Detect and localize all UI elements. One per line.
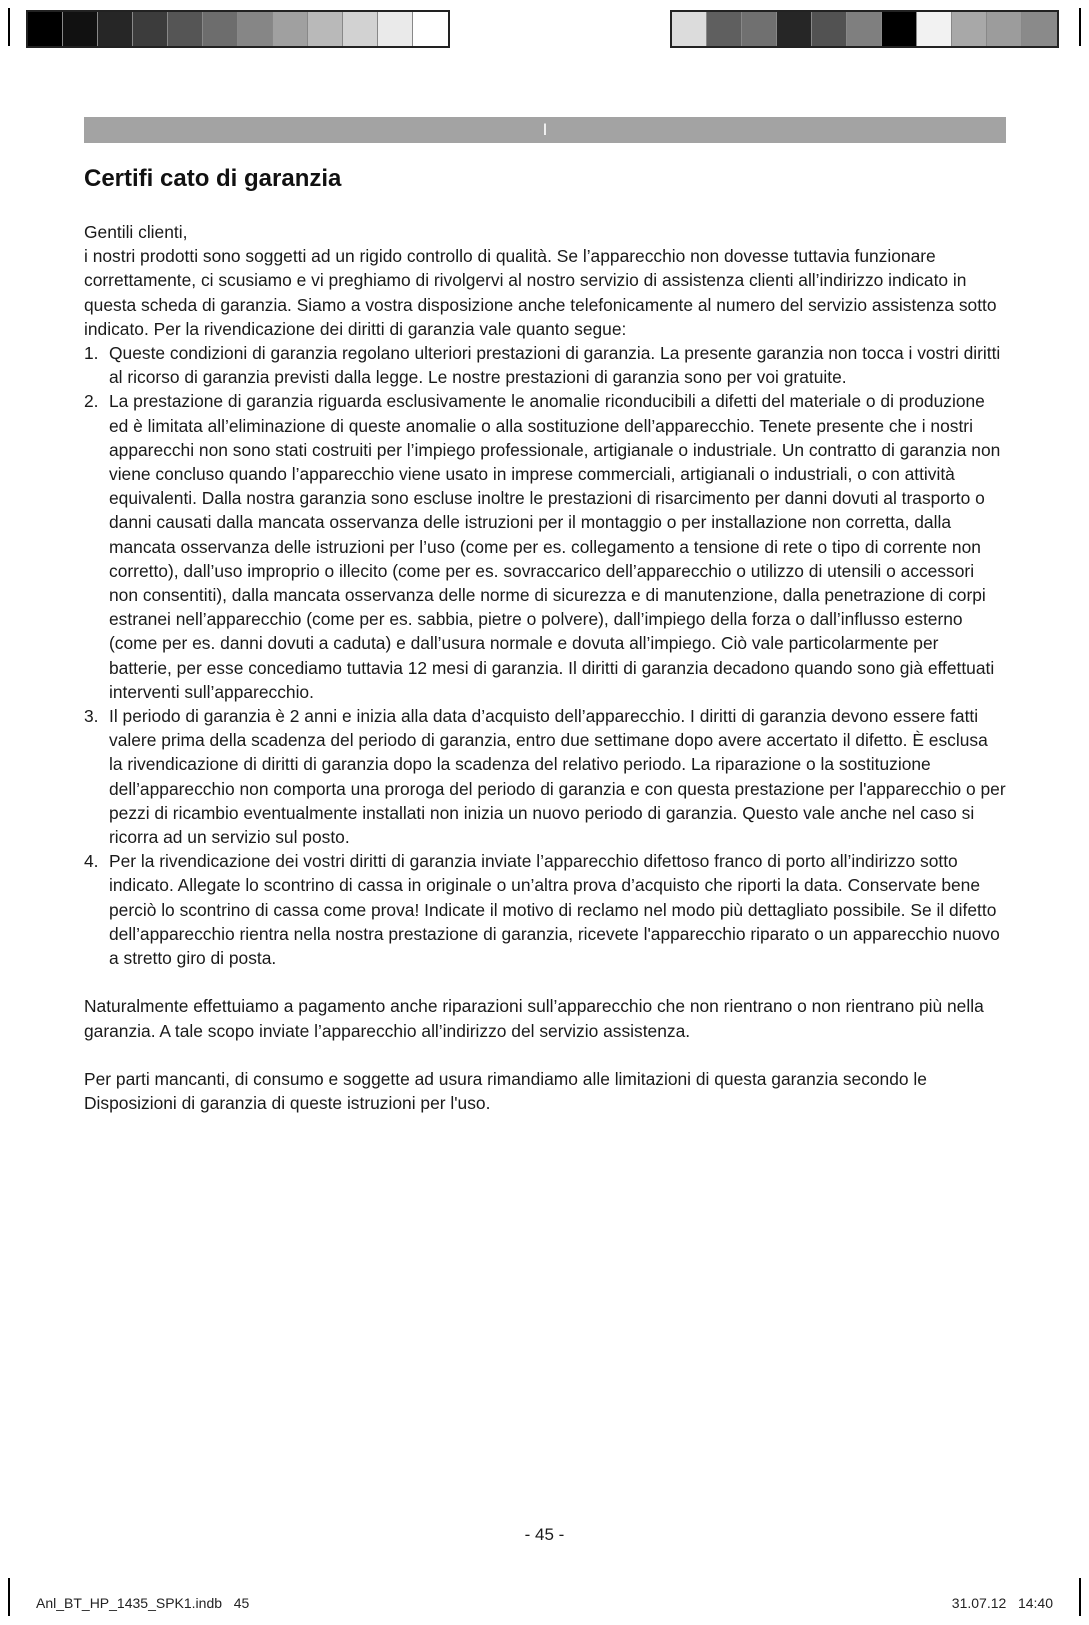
color-swatch <box>378 12 413 46</box>
color-swatch <box>133 12 168 46</box>
list-item: 1. Queste condizioni di garanzia regolano ulteriori prestazioni di garanzia. La presente garanzia non tocca i vostri diritti al ricorso di garanzia previsti dalla legge. Le nostre prestazioni di garanzia sono per voi gratuite. <box>84 343 1001 388</box>
language-section-bar <box>84 117 1006 143</box>
crop-mark-bottom-right <box>1079 1578 1081 1616</box>
color-swatch <box>847 12 882 46</box>
color-swatch <box>952 12 987 46</box>
crop-mark-top-left <box>8 8 10 46</box>
color-swatch <box>742 12 777 46</box>
parts-paragraph: Per parti mancanti, di consumo e soggette ad usura rimandiamo alle limitazioni di questa garanzia secondo le Disposizioni di garanzia di queste istruzioni per l'uso. <box>84 1068 927 1113</box>
color-swatch <box>168 12 203 46</box>
list-item: 2. La prestazione di garanzia riguarda esclusivamente le anomalie riconducibili a difetti del materiale o di produzione ed è limitata all’eliminazione di queste anomalie o alla sostituzione dell’apparecchio. Tenete presente che i nostri apparecchi non sono stati costruiti per l’impiego professionale, artigianale o industriale. Un contratto di garanzia non viene concluso quando l’apparecchio viene usato in imprese commerciali, artigianali o industriali, o con attività equivalenti. Dalla nostra garanzia sono escluse inoltre le prestazioni di risarcimento per danni dovuti al trasporto o danni causati dalla mancata osservanza delle istruzioni per il montaggio o per installazione non corretta, dalla mancata osservanza delle istruzioni per l’uso (come per es. collegamento a tensione di rete o tipo di corrente non corretto), dall’uso improprio o illecito (come per es. sovraccarico dell’apparecchio o utilizzo di utensili o accessori non consentiti), dalla mancata osservanza delle norme di sicurezza e di manutenzione, dalla penetrazione di corpi estranei nell’apparecchio (come per es. sabbia, pietre o polvere), dall’impiego della forza o dall’influsso esterno (come per es. danni dovuti a caduta) e dall’usura normale e dovuta all’impiego. Ciò vale particolarmente per batterie, per esse concediamo tuttavia 12 mesi di garanzia. Il diritti di garanzia decadono quando sono già effettuati interventi sull’apparecchio. <box>84 391 1001 702</box>
color-swatch <box>203 12 238 46</box>
color-swatch <box>882 12 917 46</box>
footer-datetime: 31.07.12 14:40 <box>951 1595 1053 1611</box>
footer-file-name: Anl_BT_HP_1435_SPK1.indb 45 <box>36 1595 250 1611</box>
repairs-paragraph: Naturalmente effettuiamo a pagamento anche riparazioni sull’apparecchio che non rientrano o non rientrano più nella garanzia. A tale scopo inviate l’apparecchio all’indirizzo del servizio assistenza. <box>84 996 984 1041</box>
conditions-list <box>84 341 1006 970</box>
language-marker: I <box>542 120 548 139</box>
greeting: Gentili clienti, <box>84 222 188 242</box>
page-number: - 45 - <box>524 1525 565 1544</box>
color-swatch <box>1022 12 1057 46</box>
intro-paragraph: i nostri prodotti sono soggetti ad un rigido controllo di qualità. Se l’apparecchio non dovesse tuttavia funzionare correttamente, ci scusiamo e vi preghiamo di rivolgervi al nostro servizio di assistenza clienti all’indirizzo indicato in questa scheda di garanzia. Siamo a vostra disposizione anche telefonicamente al numero del servizio assistenza sotto indicato. Per la rivendicazione dei diritti di garanzia vale quanto segue: <box>84 246 997 339</box>
color-swatch <box>273 12 308 46</box>
color-control-bar-right <box>670 10 1059 48</box>
color-swatch <box>707 12 742 46</box>
color-swatch <box>777 12 812 46</box>
crop-mark-top-right <box>1079 8 1081 46</box>
color-swatch <box>413 12 448 46</box>
color-swatch <box>672 12 707 46</box>
warranty-text <box>84 220 1006 1115</box>
crop-mark-bottom-left <box>8 1578 10 1616</box>
color-swatch <box>987 12 1022 46</box>
color-control-bar-left <box>26 10 450 48</box>
color-swatch <box>917 12 952 46</box>
color-swatch <box>812 12 847 46</box>
page-title: Certifi cato di garanzia <box>84 165 342 192</box>
color-swatch <box>98 12 133 46</box>
list-item: 3. Il periodo di garanzia è 2 anni e inizia alla data d’acquisto dell’apparecchio. I diritti di garanzia devono essere fatti valere prima della scadenza del periodo di garanzia, entro due settimane dopo avere accertato il difetto. È esclusa la rivendicazione di diritti di garanzia dopo la scadenza del relativo periodo. La riparazione o la sostituzione dell’apparecchio non comporta una proroga del periodo di garanzia e con questa prestazione per l'apparecchio o per pezzi di ricambio eventualmente installati non inizia un nuovo periodo di garanzia. Questo vale anche nel caso si ricorra ad un servizio sul posto. <box>84 706 1006 848</box>
color-swatch <box>238 12 273 46</box>
color-swatch <box>63 12 98 46</box>
color-swatch <box>343 12 378 46</box>
color-swatch <box>308 12 343 46</box>
color-swatch <box>28 12 63 46</box>
list-item: 4. Per la rivendicazione dei vostri diritti di garanzia inviate l’apparecchio difettoso franco di porto all’indirizzo sotto indicato. Allegate lo scontrino di cassa in originale o un’altra prova d’acquisto che riporti la data. Conservate bene perciò lo scontrino di cassa come prova! Indicate il motivo di reclamo nel modo più dettagliato possibile. Se il difetto dell’apparecchio rientra nella nostra prestazione di garanzia, ricevete l'apparecchio riparato o un apparecchio nuovo a stretto giro di posta. <box>84 851 1000 969</box>
